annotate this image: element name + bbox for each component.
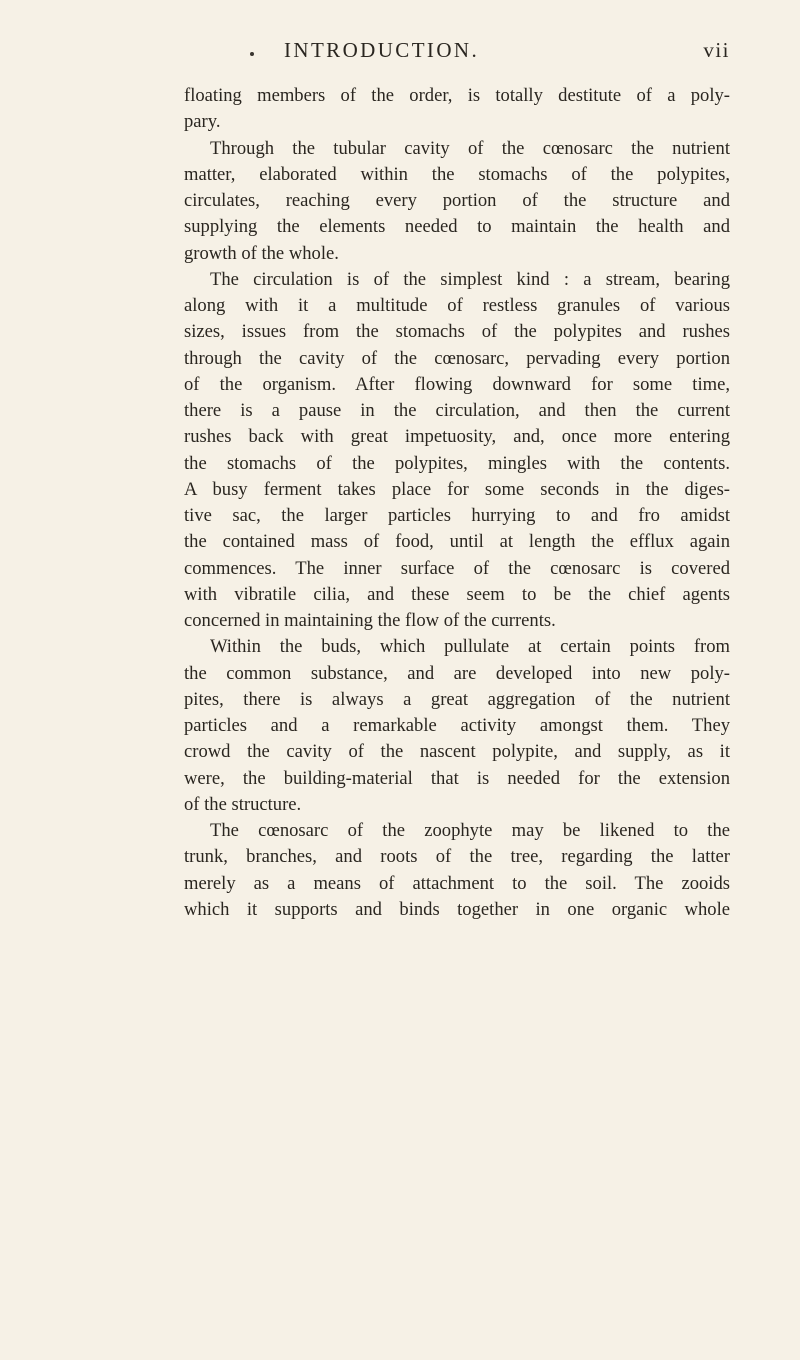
text-line: pary.	[184, 111, 221, 133]
text-line: concerned in maintaining the flow of the currents.	[184, 610, 556, 631]
text-line: particles and a remarkable activity amongst them. They	[184, 715, 730, 736]
head-dot-mark	[250, 52, 254, 56]
text-line: floating members of the order, is totally destitute of a poly-	[184, 85, 730, 106]
text-line: which it supports and binds together in one organic whole	[184, 898, 730, 920]
text-line: of the organism. After flowing downward for some time,	[184, 373, 730, 395]
text-line: the common substance, and are developed into new poly-	[184, 662, 730, 684]
text-line: commences. The inner surface of the cœnosarc is covered	[184, 557, 730, 579]
text-line: circulates, reaching every portion of the structure and	[184, 190, 730, 211]
text-line: tive sac, the larger particles hurrying to and fro amidst	[184, 505, 730, 526]
text-line: with vibratile cilia, and these seem to be the chief agents	[184, 583, 730, 605]
page-number: vii	[703, 38, 730, 62]
text-line: merely as a means of attachment to the soil. The zooids	[184, 872, 730, 894]
body-text	[184, 83, 730, 923]
text-line: crowd the cavity of the nascent polypite, and supply, as it	[184, 741, 730, 763]
text-line: matter, elaborated within the stomachs of the polypites,	[184, 163, 730, 185]
running-head-title: INTRODUCTION.	[284, 38, 480, 62]
text-line: Through the tubular cavity of the cœnosarc the nutrient	[210, 137, 730, 159]
text-line: The cœnosarc of the zoophyte may be likened to the	[210, 820, 730, 841]
text-line: rushes back with great impetuosity, and, once more entering	[184, 426, 730, 448]
text-line: Within the buds, which pullulate at certain points from	[210, 636, 730, 658]
text-line: there is a pause in the circulation, and then the current	[184, 400, 730, 421]
text-line: The circulation is of the simplest kind : a stream, bearing	[210, 268, 730, 290]
text-line: of the structure.	[184, 793, 302, 815]
text-line: trunk, branches, and roots of the tree, regarding the latter	[184, 846, 730, 868]
text-line: growth of the whole.	[184, 242, 339, 264]
text-line: were, the building-material that is needed for the extension	[184, 767, 730, 789]
text-line: through the cavity of the cœnosarc, pervading every portion	[184, 347, 730, 369]
running-head	[150, 38, 730, 72]
text-line: A busy ferment takes place for some seconds in the diges-	[184, 478, 730, 500]
text-line: pites, there is always a great aggregation of the nutrient	[184, 688, 730, 710]
text-line: along with it a multitude of restless granules of various	[184, 295, 730, 316]
text-line: the stomachs of the polypites, mingles with the contents.	[184, 452, 730, 474]
text-line: supplying the elements needed to maintain the health and	[184, 216, 730, 238]
text-line: sizes, issues from the stomachs of the polypites and rushes	[184, 321, 730, 343]
text-line: the contained mass of food, until at length the efflux again	[184, 531, 730, 553]
